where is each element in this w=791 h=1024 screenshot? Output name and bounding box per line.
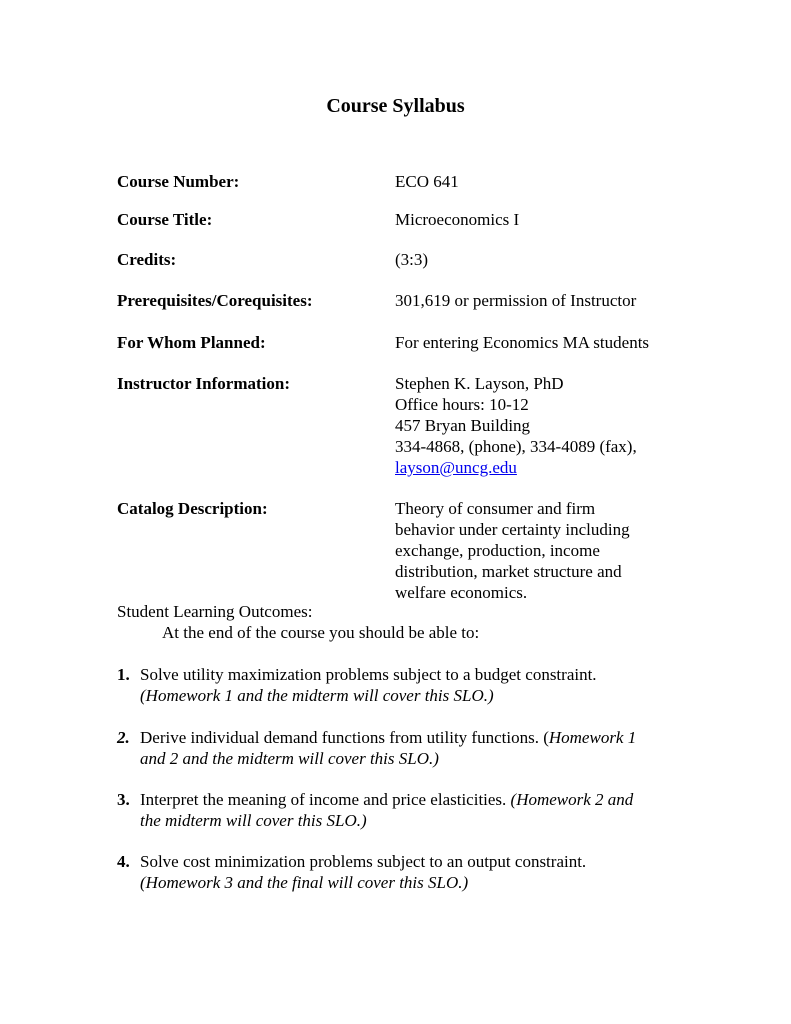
outcome-text: Solve utility maximization problems subject to a budget constraint.: [140, 665, 597, 684]
credits-value: (3:3): [395, 250, 429, 269]
prerequisites-label: Prerequisites/Corequisites:: [117, 291, 313, 310]
office-hours: Office hours: 10-12: [395, 395, 529, 414]
course-title-label: Course Title:: [117, 210, 213, 229]
outcome-number: 2.: [117, 728, 130, 747]
outcome-number: 4.: [117, 852, 130, 871]
credits-label: Credits:: [117, 250, 177, 269]
phone-fax: 334-4868, (phone), 334-4089 (fax),: [395, 437, 637, 456]
instructor-label: Instructor Information:: [117, 374, 290, 393]
email-link[interactable]: layson@uncg.edu: [395, 458, 517, 477]
outcome-number: 3.: [117, 790, 130, 809]
catalog-line: distribution, market structure and: [395, 562, 622, 581]
outcome-text: Interpret the meaning of income and price elasticities.: [140, 790, 511, 809]
catalog-label: Catalog Description:: [117, 499, 268, 518]
outcome-number: 1.: [117, 665, 130, 684]
prerequisites-value: 301,619 or permission of Instructor: [395, 291, 637, 310]
instructor-name: Stephen K. Layson, PhD: [395, 374, 564, 393]
outcome-assessment-start: (Homework 2 and: [510, 790, 634, 809]
catalog-line: Theory of consumer and firm: [395, 499, 596, 518]
outcome-assessment: (Homework 3 and the final will cover this SLO.): [140, 873, 469, 892]
catalog-line: exchange, production, income: [395, 541, 600, 560]
catalog-line: welfare economics.: [395, 583, 528, 602]
for-whom-value: For entering Economics MA students: [395, 333, 650, 352]
outcome-text: Solve cost minimization problems subject to an output constraint.: [140, 852, 587, 871]
page-title: Course Syllabus: [326, 95, 465, 117]
outcome-assessment: and 2 and the midterm will cover this SLO.): [140, 749, 439, 768]
outcome-assessment: (Homework 1 and the midterm will cover this SLO.): [140, 686, 494, 705]
catalog-description: [395, 498, 685, 603]
for-whom-label: For Whom Planned:: [117, 333, 266, 352]
outcomes-intro: At the end of the course you should be able to:: [162, 623, 480, 642]
outcomes-heading: Student Learning Outcomes:: [117, 602, 313, 621]
catalog-line: behavior under certainty including: [395, 520, 630, 539]
course-number-value: ECO 641: [395, 172, 459, 191]
office-location: 457 Bryan Building: [395, 416, 531, 435]
instructor-details: [395, 373, 685, 478]
outcome-assessment: the midterm will cover this SLO.): [140, 811, 367, 830]
course-number-label: Course Number:: [117, 172, 240, 191]
outcome-assessment-start: Homework 1: [548, 728, 637, 747]
course-title-value: Microeconomics I: [395, 210, 520, 229]
outcome-text: Derive individual demand functions from utility functions. (: [140, 728, 549, 747]
